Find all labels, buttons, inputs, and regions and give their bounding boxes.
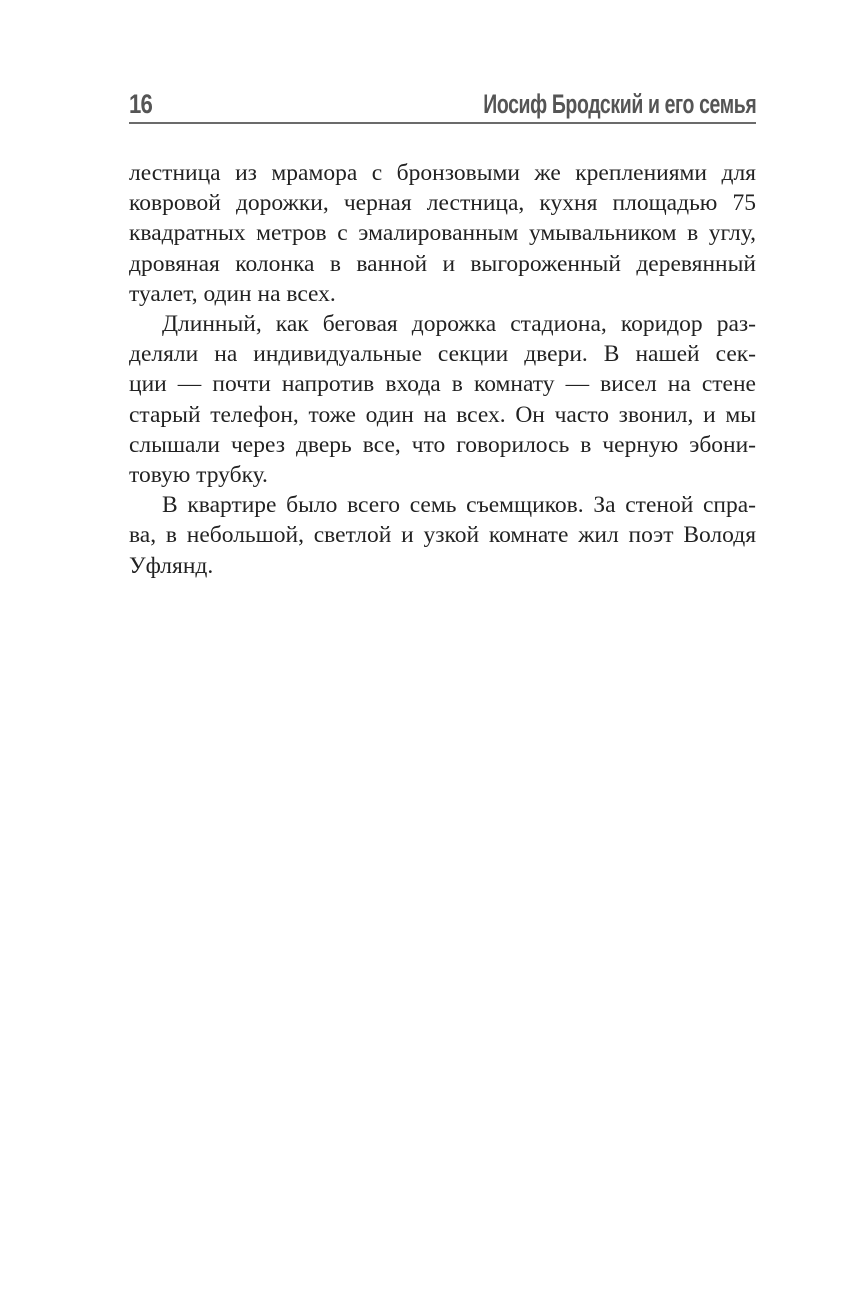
book-page [129, 78, 756, 581]
text-line: ковровой дорожки, черная лестница, кухня площадью 75 [129, 190, 756, 217]
paragraph [129, 309, 756, 490]
book-title: Иосиф Бродский и его семья [482, 89, 756, 119]
text-line: дровяная колонка в ванной и выгороженный деревянный [129, 250, 756, 277]
text-line: деляли на индивидуальные секции двери. В нашей сек- [129, 341, 756, 368]
text-line: Уфлянд. [129, 552, 214, 579]
text-line: лестница из мрамора с бронзовыми же креплениями для [129, 160, 756, 186]
running-header [129, 78, 756, 124]
text-line: В квартире было всего семь съемщиков. За стеной спра- [162, 492, 756, 519]
text-line: ции — почти напротив входа в комнату — висел на стене [129, 371, 756, 398]
text-line: товую трубку. [129, 462, 268, 489]
text-line: ва, в небольшой, светлой и узкой комнате жил поэт Володя [129, 522, 756, 549]
text-line: туалет, один на всех. [129, 280, 336, 307]
page-number: 16 [129, 89, 152, 119]
body-text [129, 158, 756, 581]
text-line: квадратных метров с эмалированным умывальником в углу, [129, 220, 756, 247]
text-line: Длинный, как беговая дорожка стадиона, коридор раз- [162, 311, 756, 338]
text-line: слышали через дверь все, что говорилось в черную эбони- [129, 431, 756, 458]
paragraph [129, 490, 756, 581]
text-line: старый телефон, тоже один на всех. Он часто звонил, и мы [129, 401, 756, 428]
paragraph [129, 158, 756, 309]
